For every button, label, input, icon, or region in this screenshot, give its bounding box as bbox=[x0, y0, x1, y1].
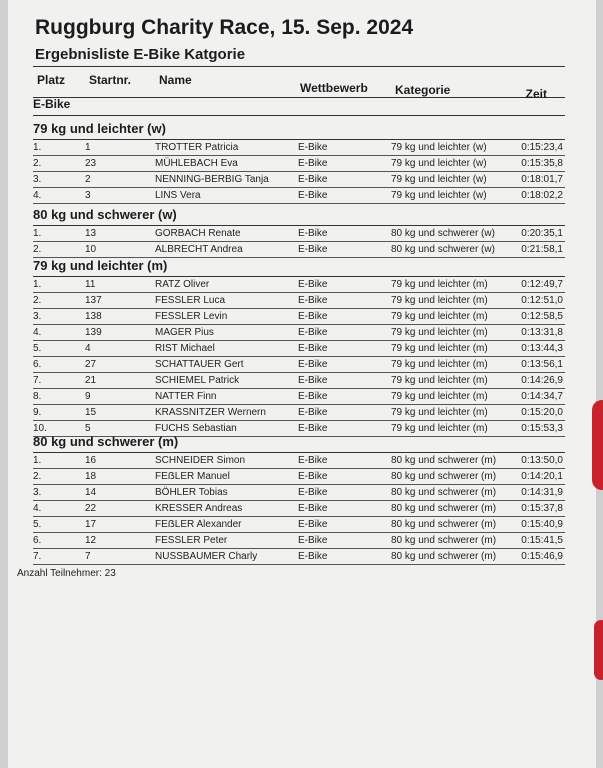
cell-name: MAGER Pius bbox=[155, 327, 214, 338]
category-label: E-Bike bbox=[33, 97, 71, 111]
cell-wettbewerb: E-Bike bbox=[298, 327, 328, 338]
cell-startnr: 15 bbox=[85, 407, 97, 418]
cell-wettbewerb: E-Bike bbox=[298, 311, 328, 322]
cell-name: ALBRECHT Andrea bbox=[155, 244, 243, 255]
cell-zeit: 0:15:41,5 bbox=[521, 535, 563, 546]
cell-platz: 3. bbox=[33, 311, 42, 322]
cell-name: SCHNEIDER Simon bbox=[155, 455, 246, 466]
cell-name: NENNING-BERBIG Tanja bbox=[155, 174, 269, 185]
cell-platz: 5. bbox=[33, 343, 42, 354]
cell-zeit: 0:13:50,0 bbox=[521, 455, 563, 466]
cell-zeit: 0:14:31,9 bbox=[521, 487, 563, 498]
cell-wettbewerb: E-Bike bbox=[298, 391, 328, 402]
cell-kategorie: 80 kg und schwerer (m) bbox=[391, 487, 497, 498]
cell-wettbewerb: E-Bike bbox=[298, 487, 328, 498]
cell-wettbewerb: E-Bike bbox=[298, 503, 328, 514]
cell-zeit: 0:12:51,0 bbox=[521, 295, 563, 306]
cell-platz: 2. bbox=[33, 158, 42, 169]
cell-startnr: 11 bbox=[85, 279, 96, 290]
cell-kategorie: 79 kg und leichter (m) bbox=[391, 391, 488, 402]
cell-platz: 5. bbox=[33, 519, 42, 530]
cell-platz: 3. bbox=[33, 487, 42, 498]
participant-count: Anzahl Teilnehmer: 23 bbox=[17, 568, 116, 579]
cell-startnr: 5 bbox=[85, 423, 91, 434]
table-row bbox=[33, 156, 565, 172]
cell-wettbewerb: E-Bike bbox=[298, 359, 328, 370]
cell-zeit: 0:14:34,7 bbox=[521, 391, 563, 402]
cell-wettbewerb: E-Bike bbox=[298, 407, 328, 418]
cell-wettbewerb: E-Bike bbox=[298, 244, 328, 255]
cell-name: KRESSER Andreas bbox=[155, 503, 243, 514]
cell-platz: 2. bbox=[33, 295, 42, 306]
column-name: Name bbox=[159, 73, 192, 87]
cell-platz: 6. bbox=[33, 535, 42, 546]
page-title: Ruggburg Charity Race, 15. Sep. 2024 bbox=[35, 16, 414, 39]
column-platz: Platz bbox=[37, 73, 66, 87]
cell-zeit: 0:12:49,7 bbox=[521, 279, 563, 290]
cell-zeit: 0:18:01,7 bbox=[521, 174, 563, 185]
page-subtitle: Ergebnisliste E-Bike Katgorie bbox=[35, 46, 246, 63]
cell-name: MÜHLEBACH Eva bbox=[155, 158, 238, 169]
cell-platz: 1. bbox=[33, 279, 42, 290]
cell-kategorie: 80 kg und schwerer (m) bbox=[391, 551, 497, 562]
cell-name: SCHIEMEL Patrick bbox=[155, 375, 240, 386]
cell-wettbewerb: E-Bike bbox=[298, 519, 328, 530]
cell-name: FEẞLER Manuel bbox=[155, 471, 230, 482]
cell-kategorie: 80 kg und schwerer (m) bbox=[391, 535, 497, 546]
table-row bbox=[33, 140, 565, 156]
cell-platz: 8. bbox=[33, 391, 42, 402]
cell-zeit: 0:15:40,9 bbox=[521, 519, 563, 530]
cell-zeit: 0:14:20,1 bbox=[521, 471, 563, 482]
table-row bbox=[33, 501, 565, 517]
table-row bbox=[33, 293, 565, 309]
cell-startnr: 137 bbox=[85, 295, 102, 306]
cell-zeit: 0:20:35,1 bbox=[521, 228, 563, 239]
cell-wettbewerb: E-Bike bbox=[298, 190, 328, 201]
cell-startnr: 139 bbox=[85, 327, 102, 338]
group-title: 80 kg und schwerer (w) bbox=[33, 205, 565, 226]
table-row bbox=[33, 373, 565, 389]
cell-wettbewerb: E-Bike bbox=[298, 142, 328, 153]
cell-platz: 3. bbox=[33, 174, 42, 185]
cell-kategorie: 79 kg und leichter (w) bbox=[391, 158, 487, 169]
cell-platz: 2. bbox=[33, 244, 42, 255]
cell-kategorie: 79 kg und leichter (w) bbox=[391, 190, 487, 201]
group-title: 79 kg und leichter (w) bbox=[33, 119, 565, 140]
cell-name: FESSLER Peter bbox=[155, 535, 228, 546]
cell-zeit: 0:15:37,8 bbox=[521, 503, 563, 514]
cell-name: KRASSNITZER Wernern bbox=[155, 407, 266, 418]
cell-kategorie: 80 kg und schwerer (m) bbox=[391, 503, 497, 514]
cell-kategorie: 79 kg und leichter (m) bbox=[391, 343, 488, 354]
cell-startnr: 23 bbox=[85, 158, 97, 169]
result-group bbox=[33, 432, 565, 565]
cell-kategorie: 79 kg und leichter (m) bbox=[391, 295, 488, 306]
cell-startnr: 18 bbox=[85, 471, 97, 482]
cell-startnr: 12 bbox=[85, 535, 97, 546]
cell-zeit: 0:21:58,1 bbox=[521, 244, 563, 255]
cell-kategorie: 80 kg und schwerer (m) bbox=[391, 519, 497, 530]
cell-platz: 4. bbox=[33, 190, 42, 201]
column-wettbewerb: Wettbewerb bbox=[300, 81, 368, 95]
result-group bbox=[33, 205, 565, 258]
cell-name: FESSLER Levin bbox=[155, 311, 228, 322]
cell-zeit: 0:15:35,8 bbox=[521, 158, 563, 169]
cell-zeit: 0:15:23,4 bbox=[521, 142, 563, 153]
divider bbox=[33, 115, 565, 116]
cell-kategorie: 79 kg und leichter (m) bbox=[391, 359, 488, 370]
column-zeit: Zeit bbox=[525, 87, 547, 101]
cell-name: FUCHS Sebastian bbox=[155, 423, 237, 434]
cell-kategorie: 79 kg und leichter (m) bbox=[391, 327, 488, 338]
red-background-object bbox=[592, 400, 603, 490]
cell-name: GORBACH Renate bbox=[155, 228, 241, 239]
cell-kategorie: 79 kg und leichter (m) bbox=[391, 311, 488, 322]
cell-zeit: 0:14:26,9 bbox=[521, 375, 563, 386]
red-background-object bbox=[594, 620, 603, 680]
cell-name: BÖHLER Tobias bbox=[155, 487, 228, 498]
cell-wettbewerb: E-Bike bbox=[298, 295, 328, 306]
cell-wettbewerb: E-Bike bbox=[298, 158, 328, 169]
table-row bbox=[33, 172, 565, 188]
cell-startnr: 9 bbox=[85, 391, 91, 402]
cell-platz: 7. bbox=[33, 375, 42, 386]
cell-platz: 10. bbox=[33, 423, 47, 434]
result-group bbox=[33, 256, 565, 437]
cell-startnr: 21 bbox=[85, 375, 97, 386]
cell-startnr: 7 bbox=[85, 551, 91, 562]
cell-kategorie: 80 kg und schwerer (w) bbox=[391, 244, 495, 255]
column-kategorie: Kategorie bbox=[395, 83, 451, 97]
cell-kategorie: 79 kg und leichter (m) bbox=[391, 279, 488, 290]
cell-zeit: 0:13:44,3 bbox=[521, 343, 563, 354]
cell-name: FEẞLER Alexander bbox=[155, 519, 242, 530]
cell-kategorie: 79 kg und leichter (m) bbox=[391, 375, 488, 386]
cell-startnr: 16 bbox=[85, 455, 97, 466]
cell-zeit: 0:12:58,5 bbox=[521, 311, 563, 322]
cell-platz: 1. bbox=[33, 142, 42, 153]
table-row bbox=[33, 325, 565, 341]
cell-platz: 9. bbox=[33, 407, 42, 418]
cell-startnr: 10 bbox=[85, 244, 97, 255]
cell-kategorie: 80 kg und schwerer (m) bbox=[391, 471, 497, 482]
cell-platz: 2. bbox=[33, 471, 42, 482]
cell-kategorie: 79 kg und leichter (w) bbox=[391, 142, 487, 153]
cell-platz: 1. bbox=[33, 455, 42, 466]
table-row bbox=[33, 517, 565, 533]
column-startnr: Startnr. bbox=[89, 73, 132, 87]
table-row bbox=[33, 188, 565, 204]
cell-zeit: 0:13:31,8 bbox=[521, 327, 563, 338]
cell-zeit: 0:15:20,0 bbox=[521, 407, 563, 418]
column-header bbox=[33, 66, 565, 101]
cell-kategorie: 80 kg und schwerer (w) bbox=[391, 228, 495, 239]
cell-name: NUSSBAUMER Charly bbox=[155, 551, 258, 562]
table-row bbox=[33, 485, 565, 501]
cell-name: NATTER Finn bbox=[155, 391, 217, 402]
cell-wettbewerb: E-Bike bbox=[298, 174, 328, 185]
cell-wettbewerb: E-Bike bbox=[298, 535, 328, 546]
cell-name: RIST Michael bbox=[155, 343, 215, 354]
table-row bbox=[33, 405, 565, 421]
table-row bbox=[33, 389, 565, 405]
table-row bbox=[33, 533, 565, 549]
cell-name: RATZ Oliver bbox=[155, 279, 210, 290]
cell-name: FESSLER Luca bbox=[155, 295, 226, 306]
table-row bbox=[33, 341, 565, 357]
cell-kategorie: 79 kg und leichter (m) bbox=[391, 407, 488, 418]
result-group bbox=[33, 119, 565, 204]
cell-platz: 4. bbox=[33, 503, 42, 514]
cell-startnr: 4 bbox=[85, 343, 91, 354]
table-row bbox=[33, 549, 565, 565]
cell-platz: 7. bbox=[33, 551, 42, 562]
cell-wettbewerb: E-Bike bbox=[298, 343, 328, 354]
cell-kategorie: 80 kg und schwerer (m) bbox=[391, 455, 497, 466]
table-row bbox=[33, 357, 565, 373]
cell-startnr: 27 bbox=[85, 359, 97, 370]
cell-platz: 1. bbox=[33, 228, 42, 239]
cell-wettbewerb: E-Bike bbox=[298, 551, 328, 562]
table-row bbox=[33, 453, 565, 469]
cell-wettbewerb: E-Bike bbox=[298, 471, 328, 482]
cell-platz: 6. bbox=[33, 359, 42, 370]
table-row bbox=[33, 469, 565, 485]
cell-startnr: 2 bbox=[85, 174, 91, 185]
group-title: 79 kg und leichter (m) bbox=[33, 256, 565, 277]
cell-name: TROTTER Patricia bbox=[155, 142, 239, 153]
cell-startnr: 13 bbox=[85, 228, 97, 239]
cell-startnr: 17 bbox=[85, 519, 97, 530]
group-title: 80 kg und schwerer (m) bbox=[33, 432, 565, 453]
cell-wettbewerb: E-Bike bbox=[298, 375, 328, 386]
cell-startnr: 1 bbox=[85, 142, 91, 153]
cell-zeit: 0:15:46,9 bbox=[521, 551, 563, 562]
cell-startnr: 14 bbox=[85, 487, 97, 498]
table-row bbox=[33, 309, 565, 325]
cell-kategorie: 79 kg und leichter (w) bbox=[391, 174, 487, 185]
cell-wettbewerb: E-Bike bbox=[298, 279, 328, 290]
cell-startnr: 138 bbox=[85, 311, 102, 322]
table-row bbox=[33, 226, 565, 242]
cell-wettbewerb: E-Bike bbox=[298, 455, 328, 466]
cell-zeit: 0:13:56,1 bbox=[521, 359, 563, 370]
cell-platz: 4. bbox=[33, 327, 42, 338]
cell-zeit: 0:18:02,2 bbox=[521, 190, 563, 201]
cell-kategorie: 79 kg und leichter (m) bbox=[391, 423, 488, 434]
cell-name: LINS Vera bbox=[155, 190, 201, 201]
table-row bbox=[33, 277, 565, 293]
cell-zeit: 0:15:53,3 bbox=[521, 423, 563, 434]
cell-startnr: 22 bbox=[85, 503, 97, 514]
cell-startnr: 3 bbox=[85, 190, 91, 201]
cell-wettbewerb: E-Bike bbox=[298, 228, 328, 239]
cell-name: SCHATTAUER Gert bbox=[155, 359, 244, 370]
cell-wettbewerb: E-Bike bbox=[298, 423, 328, 434]
